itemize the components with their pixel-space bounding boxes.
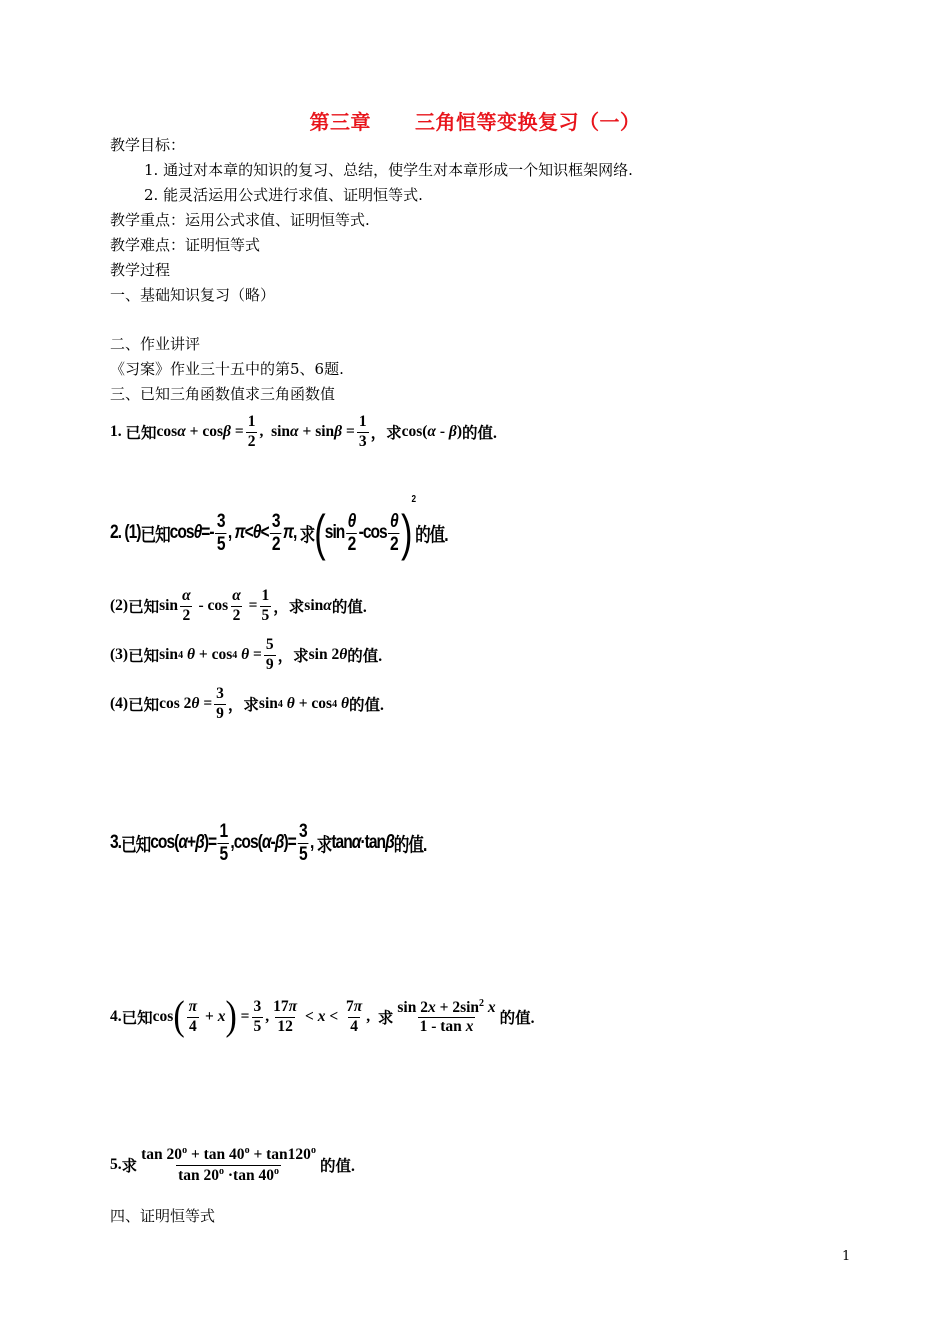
problem-2-4: (4) 已知 cos 2 θ = $\frac{3}{9}$ ，求 sin 4 θ + cos 4 θ 的值.	[110, 685, 384, 722]
section-prove-identities: 四、证明恒等式	[110, 1207, 216, 1225]
objective-1: 1. 通过对本章的知识的复习、总结，使学生对本章形成一个知识框架网络.	[144, 161, 633, 179]
teaching-process: 教学过程	[110, 261, 171, 279]
problem-2-1: 2. (1) 已知 cos θ =- $\frac{3}{5}$ , π < θ < $\frac{3}{2}$ π , 求 ( sin $\frac{\theta}{2}$ -cos $\frac{\theta}{2}$ ) 2 的值.	[110, 494, 448, 561]
problem-1: 1. 已知 cos α + cos β = $\frac{1}{2}$ , sin α + sin β = $\frac{1}{3}$ ，求 cos( α - β ) 的值.	[110, 413, 497, 450]
section-find-values: 三、已知三角函数值求三角函数值	[110, 385, 336, 403]
problem-4: 4. 已知 cos ( $\frac{\pi}{4}$ + x ) = $\frac{3}{5}$ , $\frac{17\pi}{12}$ < x < $\frac{7\pi}{4}$ , 求 $\frac{\sin 2x + 2\sin^2 x}{\text{1 - tan x}}$ 的值.	[110, 994, 535, 1039]
section-homework: 二、作业讲评	[110, 335, 201, 353]
key-point: 教学重点：运用公式求值、证明恒等式.	[110, 211, 370, 229]
problem-3: 3. 已知 cos( α + β )= $\frac{1}{5}$ ,cos( α - β )= $\frac{3}{5}$ , 求 tan α ·tan β 的值.	[110, 820, 427, 865]
page-title	[0, 106, 950, 135]
objective-2: 2. 能灵活运用公式进行求值、证明恒等式.	[144, 186, 423, 204]
page-number: 1	[842, 1249, 851, 1264]
problem-5: 5. 求 $\frac{\tan 20^o + \tan 40^o + \tan 120^o}{\tan 20^o \cdot\tan 40^o}$ 的值.	[110, 1145, 355, 1184]
problem-2-2: (2) 已知 sin $\frac{\alpha}{2}$ - cos $\frac{\alpha}{2}$ = $\frac{1}{5}$ ，求 sin α 的值.	[110, 587, 367, 624]
difficulty: 教学难点：证明恒等式	[110, 236, 261, 254]
problem-2-3: (3) 已知 sin 4 θ + cos 4 θ = $\frac{5}{9}$ ，求 sin 2 θ 的值.	[110, 636, 383, 673]
title-chapter: 第三章	[309, 110, 371, 134]
title-topic: 三角恒等变换复习（一）	[415, 110, 641, 134]
objectives-label: 教学目标：	[110, 136, 186, 154]
homework-text: 《习案》作业三十五中的第5、6题.	[110, 360, 344, 378]
section-basic-review: 一、基础知识复习（略）	[110, 286, 276, 304]
